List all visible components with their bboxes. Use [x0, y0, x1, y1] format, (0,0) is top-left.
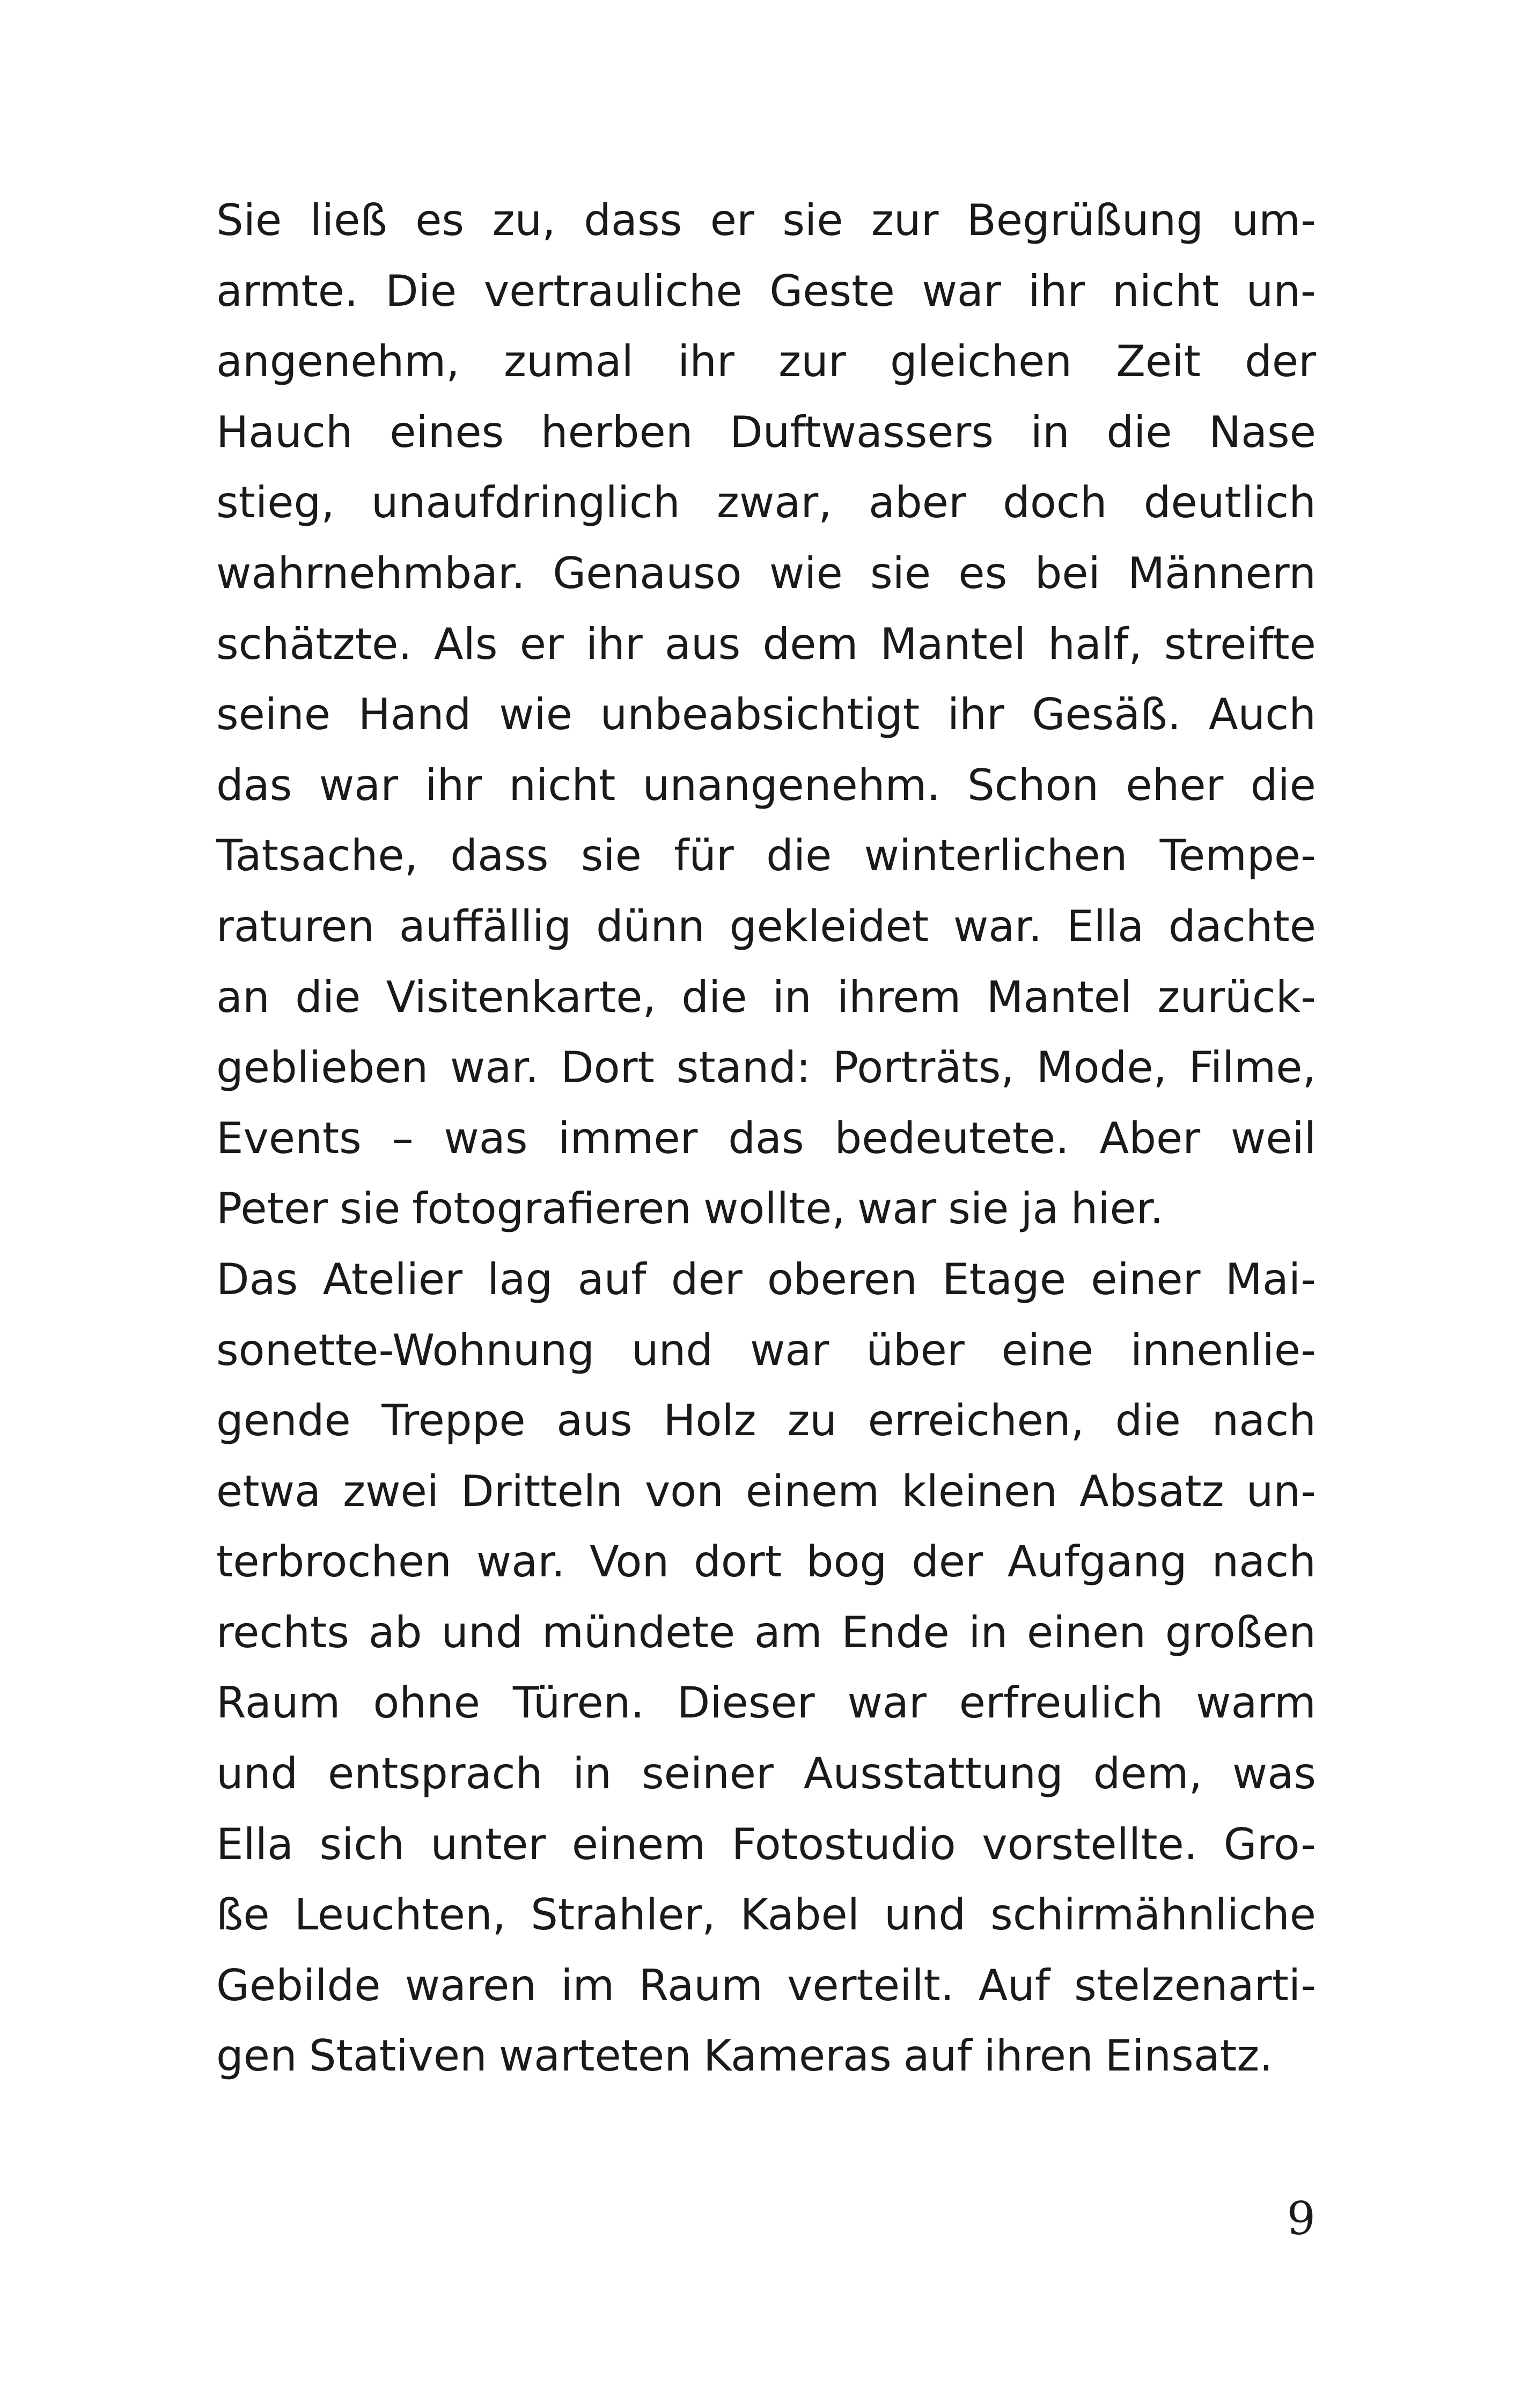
text-line: Das Atelier lag auf der oberen Etage einer Mai-	[216, 1254, 1316, 1304]
text-line: und entsprach in seiner Ausstattung dem, was	[216, 1749, 1316, 1799]
text-line: gende Treppe aus Holz zu erreichen, die nach	[216, 1396, 1316, 1446]
text-line: seine Hand wie unbeabsichtigt ihr Gesäß. Auch	[216, 689, 1316, 740]
text-line: wahrnehmbar. Genauso wie sie es bei Männern	[216, 548, 1316, 598]
text-line: terbrochen war. Von dort bog der Aufgang nach	[216, 1537, 1316, 1587]
text-line: raturen auffällig dünn gekleidet war. Ella dachte	[216, 901, 1316, 951]
text-line: sonette-Wohnung und war über eine innenlie-	[216, 1325, 1316, 1375]
text-line: Peter sie fotografieren wollte, war sie ja hier.	[216, 1184, 1164, 1234]
page-number: 9	[1287, 2192, 1316, 2245]
body-text	[216, 185, 1316, 2091]
text-line: Tatsache, dass sie für die winterlichen Tempe-	[216, 831, 1316, 881]
text-line: Ella sich unter einem Fotostudio vorstellte. Gro-	[216, 1819, 1316, 1869]
text-line: gen Stativen warteten Kameras auf ihren Einsatz.	[216, 2031, 1273, 2081]
text-line: Gebilde waren im Raum verteilt. Auf stelzenarti-	[216, 1960, 1316, 2010]
text-line: etwa zwei Dritteln von einem kleinen Absatz un-	[216, 1466, 1316, 1516]
text-line: an die Visitenkarte, die in ihrem Mantel zurück-	[216, 972, 1316, 1022]
text-line: rechts ab und mündete am Ende in einen großen	[216, 1607, 1316, 1657]
text-line: ße Leuchten, Strahler, Kabel und schirmähnliche	[216, 1890, 1316, 1940]
text-line: das war ihr nicht unangenehm. Schon eher die	[216, 760, 1316, 810]
text-line: schätzte. Als er ihr aus dem Mantel half, streifte	[216, 619, 1316, 669]
paragraph	[216, 185, 1316, 1244]
text-line: angenehm, zumal ihr zur gleichen Zeit der	[216, 336, 1316, 387]
text-line: Events – was immer das bedeutete. Aber weil	[216, 1113, 1316, 1163]
text-line: armte. Die vertrauliche Geste war ihr nicht un-	[216, 266, 1316, 316]
text-line: Raum ohne Türen. Dieser war erfreulich warm	[216, 1678, 1316, 1728]
text-line: stieg, unaufdringlich zwar, aber doch deutlich	[216, 478, 1316, 528]
paragraph	[216, 1244, 1316, 2091]
text-line: Sie ließ es zu, dass er sie zur Begrüßung um-	[216, 195, 1316, 245]
text-line: Hauch eines herben Duftwassers in die Nase	[216, 407, 1316, 457]
text-line: geblieben war. Dort stand: Porträts, Mode, Filme,	[216, 1043, 1316, 1093]
